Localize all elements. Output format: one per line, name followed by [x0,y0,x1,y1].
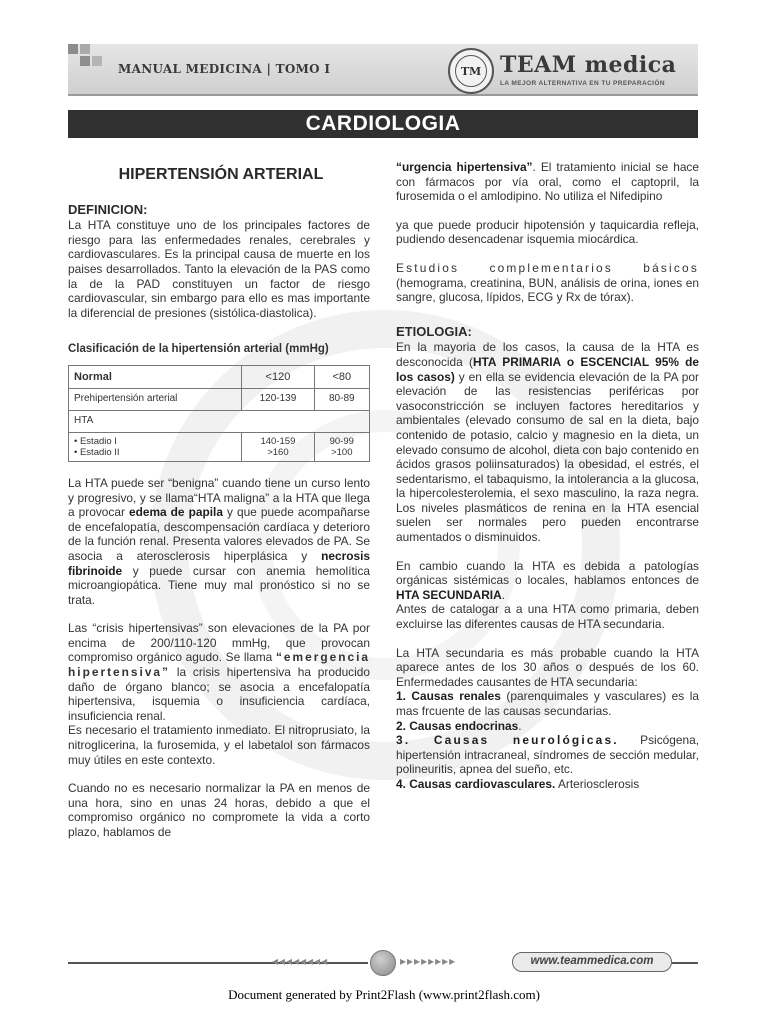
text-run: . [501,587,506,602]
manual-title: MANUAL MEDICINA | TOMO I [118,62,331,76]
article-title: HIPERTENSIÓN ARTERIAL [118,166,324,183]
table-row [69,410,370,432]
text-run: y que puede acompañarse de encefalopatía, descompensación cardíaca y deterioro de la función renal. Presenta valores elevados de PA. Se asocia a aterosclerosis hiperplásica y [68,505,370,563]
bold-term: 4. Causas cardiovasculares. [396,776,556,791]
secondary-hta-paragraph [396,559,699,603]
text-run: Arteriosclerosis [555,776,640,791]
cause-item [396,733,699,777]
table-cell: Prehipertensión arterial [69,388,242,410]
urgency-intro-paragraph: Cuando no es necesario normalizar la PA en menos de una hora, sino en unas 24 horas, debido a que el compromiso orgánico no compromete la vida a corto plazo, hablamos de [68,781,370,839]
text-run: La HTA puede ser “benigna” cuando tiene un curso lento y progresivo, y se llama“HTA maligna” a la HTA que llega a provocar [68,475,370,520]
primary-hta-paragraph [396,340,699,544]
bold-term: 2. Causas endocrinas [396,718,519,733]
definicion-paragraph: La HTA constituye uno de los principales factores de riesgo para las enfermedades renales, cerebrales y cardiovasculares. Es la principal causa de muerte en los paises desarrollados. Tanto la elevación de la PAS como la de la PAD constituyen un factor de riesgo cardiovascular, sin embargo para ello es mas importante la diferencial de presiones (sistólica-diastolica). [68,218,370,320]
studies-paragraph [396,261,699,305]
right-column [396,160,699,792]
table-row [69,432,370,461]
stage-2-systolic: >160 [267,446,289,458]
generated-notice: Document generated by Print2Flash (www.print2flash.com) [228,987,540,1002]
stage-2-diastolic: >100 [331,446,353,458]
table-cell [69,432,242,461]
website-url[interactable]: www.teammedica.com [512,952,672,972]
cause-item [396,689,699,718]
table-row [69,365,370,388]
stage-2-label: • Estadio II [74,446,120,458]
treatment-paragraph: Es necesario el tratamiento inmediato. El nitroprusiato, la nitroglicerina, la furosemida, y el labetalol son fármacos muy útiles en este contexto. [68,723,370,767]
definicion-heading: DEFINICION: [68,201,148,217]
team-medica-logo [448,48,494,94]
text-run: En la mayoria de los casos, la causa de la HTA es desconocida ( [396,340,699,369]
bold-term: “emergencia hipertensiva” [68,650,370,680]
malignant-hta-paragraph [68,476,370,607]
bold-term: edema de papila [128,505,223,520]
page-header [68,44,698,100]
text-run: (hemograma, creatinina, BUN, análisis de orina, iones en sangre, glucosa, lípidos, ECG y Rx de tórax). [396,275,699,305]
bold-term: necrosis fibrinoide [68,548,370,578]
bold-term: 1. Causas renales [396,689,501,704]
hypotension-paragraph: ya que puede producir hipotensión y taquicardia refleja, pudiendo desencadenar isquemia miocárdica. [396,217,699,247]
table-cell: <80 [314,365,369,388]
left-column [68,168,370,840]
bold-term: HTA PRIMARIA o ESCENCIAL 95% de los casos) [396,354,699,384]
text-run: la crisis hipertensiva ha producido daño de órgano blanco; se asocia a encefalopatía hipertensiva, isquemia o insuficiencia cardíaca, insuficiencia renal. [68,665,370,723]
bold-term: 3. Causas neurológicas. [396,733,619,748]
stage-1-diastolic: 90-99 [329,435,354,447]
cause-item [396,777,699,792]
footer-rule-right [672,962,698,964]
bold-term: “urgencia hipertensiva” [396,160,533,174]
table-cell: Normal [69,365,242,388]
table-row [69,388,370,410]
cause-item [396,719,699,734]
footer-circle-icon [370,950,396,976]
text-run: . [518,718,522,733]
exclusion-paragraph: Antes de catalogar a a una HTA como primaria, deben excluirse las diferentes causas de HTA secundaria. [396,602,699,632]
table-cell [242,432,314,461]
stage-1-systolic: 140-159 [260,435,296,447]
table-cell [314,432,369,461]
footer-arrows-left-icon: ◂◂◂◂◂◂◂◂ [272,954,329,968]
text-run: Psicógena, hipertensión intracraneal, síndromes de sección medular, polineuritis, apnea del sueño, etc. [396,733,700,777]
logo-monogram: TM [455,55,487,87]
text-run: En cambio cuando la HTA es debida a patologías orgánicas sistémicas o locales, hablamos entonces de [396,558,699,588]
crisis-paragraph [68,621,370,723]
classification-table-title: Clasificación de la hipertensión arterial (mmHg) [68,343,329,356]
stage-1-label: • Estadio I [74,435,117,447]
brand-tagline: LA MEJOR ALTERNATIVA EN TU PREPARACIÓN [500,80,665,87]
classification-table [68,365,370,462]
bold-term: HTA SECUNDARIA [396,587,502,602]
urgency-paragraph [396,160,699,204]
table-cell: 80-89 [314,388,369,410]
table-cell: <120 [242,365,314,388]
text-run: Las “crisis hipertensivas” son elevaciones de la PA por encima de 200/110-120 mmHg, que provocan compromiso orgánico agudo. Se llama [68,621,370,665]
text-run: y puede cursar con anemia hemolítica microangiopática. Tiene muy mal pronóstico si no se trata. [68,563,370,607]
table-cell: 120-139 [242,388,314,410]
etiologia-heading: ETIOLOGIA: [396,323,472,339]
footer-arrows-right-icon: ▸▸▸▸▸▸▸▸ [400,954,457,968]
text-run: . El tratamiento inicial se hace con fármacos por vía oral, como el captopril, la furosemida o el amlodipino. No utiliza el Nifedipino [396,160,699,204]
secondary-causes-intro: La HTA secundaria es más probable cuando la HTA aparece antes de los 30 años o después de los 60. Enfermedades causantes de HTA secundaria: [396,645,699,689]
table-cell: HTA [69,410,370,432]
text-run: Estudios complementarios básicos [396,260,699,275]
text-run: y en ella se evidencia elevación de la PA por elevación de las resistencias periféricas por vasoconstricción se incluyen factores hereditarios y ambientales (elevado consumo de sal en la dieta, bajo contenido de potasio, calcio y magnesio en la dieta, un elevado consumo de alcohol, dieta con bajo contenido en ácidos grasos poliinsaturados) la obesidad, el estrés, el sedentarismo, el tabaquismo, la intolerancia a la glucosa, la hipercolesterolemia, el sexo masculino, la raza negra. Los niveles plasmáticos de renina en la HTA esencial suelen ser normales pero pueden encontrarse aumentados o disminuidos. [396,369,699,545]
section-title: CARDIOLOGIA [68,110,698,138]
brand-name: TEAM medica [500,52,677,78]
text-run: (parenquimales y vasculares) es la mas frcuente de las causas secundarias. [396,689,699,718]
